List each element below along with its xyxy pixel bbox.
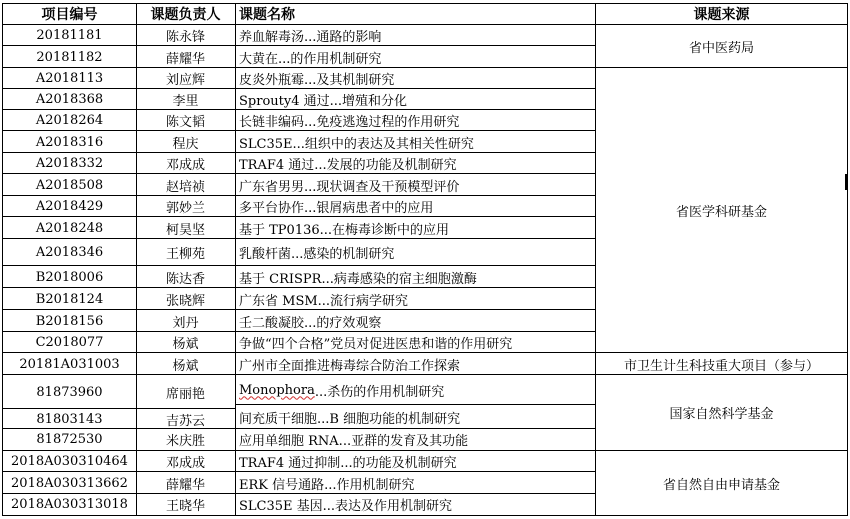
cell-leader: 陈文韬 [165,115,205,130]
grid-line [2,265,596,266]
cell-title: 多平台协作...银屑病患者中的应用 [239,201,434,216]
cell-id: B2018156 [35,313,104,329]
cell-leader: 吉苏云 [165,413,205,429]
grid-line [2,109,596,110]
cell-id: B2018124 [35,291,104,307]
grid-line [2,130,596,131]
cell-title: 基于 TP0136...在梅毒诊断中的应用 [239,222,450,238]
cell-id: 20181182 [36,49,103,65]
grid-line [2,331,596,332]
cell-id: A2018332 [35,156,104,171]
cell-source: 省医学科研基金 [675,205,767,220]
cell-title: 间充质干细胞...B 细胞功能的机制研究 [239,411,461,427]
header-source: 课题来源 [693,7,750,23]
cell-title: 广州市全面推进梅毒综合防治工作探索 [239,358,461,374]
grid-line [2,3,848,4]
cell-id: A2018264 [35,113,104,128]
cell-leader: 邓成成 [165,158,205,173]
cell-title: 广东省男男...现状调查及干预模型评价 [239,179,460,195]
cell-leader: 薛耀华 [165,477,205,493]
grid-line [2,195,596,196]
cell-title: TRAF4 通过...发展的功能及机制研究 [239,158,457,173]
cell-leader: 李里 [172,94,199,109]
grid-line [2,216,596,217]
cell-title: 长链非编码...免疫逃逸过程的作用研究 [239,115,460,130]
grid-line [235,3,236,516]
cell-title: 应用单细胞 RNA...亚群的发育及其功能 [239,434,469,449]
cell-title: 争做“四个合格”党员对促进医患和谐的作用研究 [239,337,513,352]
cell-title [236,375,595,405]
grid-line [2,45,596,46]
cell-leader: 刘丹 [172,315,199,331]
cell-leader: 张晓辉 [165,293,205,309]
cell-title: 广东省 MSM...流行病学研究 [239,293,409,309]
grid-line [2,408,236,409]
grid-line [2,428,596,429]
cell-title: 养血解毒汤...通路的影响 [239,30,382,45]
grid-line [2,88,596,89]
header-leader: 课题负责人 [150,7,221,23]
cell-id: 81873960 [36,384,103,400]
cell-source: 国家自然科学基金 [669,407,774,422]
cell-id: C2018077 [35,335,104,350]
cell-id: A2018508 [35,177,104,193]
cell-leader: 程庆 [172,136,199,152]
grid-line [2,173,596,174]
cell-leader: 赵培祯 [165,179,205,195]
cell-leader: 邓成成 [165,456,205,471]
cell-title: 皮炎外瓶霉...及其机制研究 [239,73,395,88]
cell-leader: 王晓华 [165,499,205,514]
grid-line [2,493,596,494]
grid-line [2,238,596,239]
cell-id: 2018A030310464 [11,454,128,469]
grid-line [2,450,848,451]
cell-title: TRAF4 通过抑制...的功能及机制研究 [239,456,457,471]
cell-title: ERK 信号通路...作用机制研究 [239,477,415,493]
grid-line [2,515,848,516]
cell-leader: 杨斌 [172,337,199,352]
grid-line [2,3,3,516]
cell-id: 20181A031003 [19,356,120,372]
cell-leader: 刘应辉 [165,73,205,88]
cell-title: SLC35E...组织中的表达及其相关性研究 [239,136,474,152]
cell-title: 大黄在...的作用机制研究 [239,51,382,67]
cell-source: 省中医药局 [688,41,754,56]
cell-id: 2018A030313018 [11,497,128,512]
cell-id: 2018A030313662 [11,475,128,491]
grid-line [235,404,596,405]
cell-title: SLC35E 基因...表达及作用机制研究 [239,499,453,514]
cell-leader: 陈达香 [165,271,205,287]
cell-id: 81803143 [36,411,103,427]
cell-id: 20181181 [36,28,103,43]
cell-leader: 席丽艳 [165,386,205,402]
cell-source: 省自然自由申请基金 [662,477,780,493]
cell-leader: 米庆胜 [165,434,205,449]
header-title: 课题名称 [239,7,295,23]
header-id: 项目编号 [41,7,98,23]
cell-title: Sprouty4 通过...增殖和分化 [239,94,408,109]
grid-line [2,374,848,375]
cell-id: A2018248 [35,220,104,236]
cell-title: 壬二酸凝胶...的疗效观察 [239,315,382,331]
cell-leader: 薛耀华 [165,51,205,67]
grid-line [2,352,848,353]
spellcheck-word: Monophora [239,382,315,398]
cell-title-rest: ...杀伤的作用机制研究 [314,384,445,400]
cell-id: A2018316 [35,134,104,150]
cell-title: 基于 CRISPR...病毒感染的宿主细胞激酶 [239,271,477,287]
cell-id: 81872530 [36,432,103,447]
cell-title: 乳酸杆菌...感染的机制研究 [239,247,395,262]
cell-source: 市卫生计生科技重大项目（参与） [623,358,819,374]
cell-id: B2018006 [35,269,104,285]
cell-id: A2018368 [35,92,104,107]
grid-line [2,67,848,68]
grid-line [136,3,137,516]
grid-line [847,3,848,516]
cell-leader: 陈永锋 [165,30,205,45]
cell-leader: 杨斌 [172,358,199,374]
cell-id: A2018346 [35,245,104,260]
cell-id: A2018429 [35,199,104,214]
cell-leader: 王柳苑 [165,247,205,262]
grid-line [595,3,596,516]
cell-id: A2018113 [35,71,104,86]
cell-leader: 郭妙兰 [165,201,205,216]
grid-line [2,309,596,310]
grid-line [2,471,596,472]
cell-leader: 柯昊坚 [165,222,205,238]
grid-line [2,152,596,153]
grid-line [2,24,848,25]
text-cursor [845,174,847,190]
grid-line [2,287,596,288]
